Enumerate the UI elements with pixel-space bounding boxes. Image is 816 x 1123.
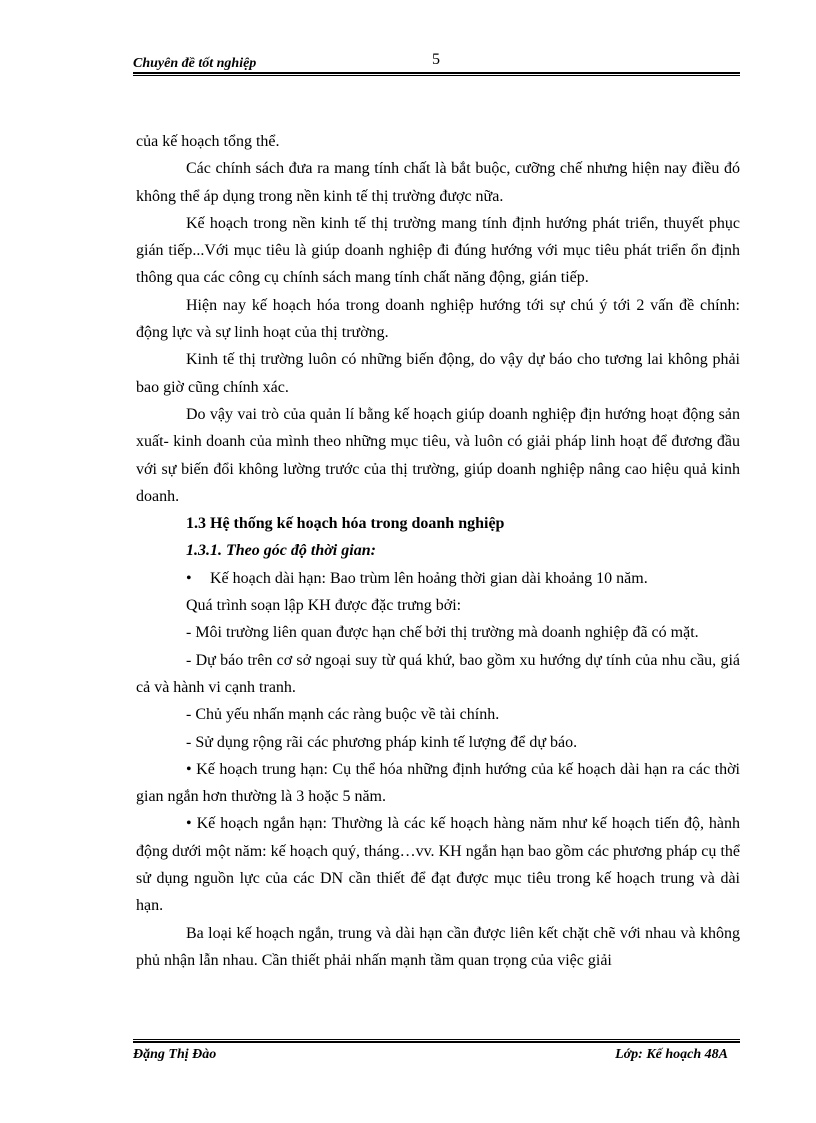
document-body	[136, 128, 740, 974]
bullet-text: Kế hoạch dài hạn: Bao trùm lên hoảng thời gian dài khoảng 10 năm.	[210, 569, 648, 587]
paragraph: Quá trình soạn lập KH được đặc trưng bởi:	[186, 597, 462, 615]
page-header	[133, 48, 740, 78]
bullet-icon: •	[186, 815, 192, 833]
bullet-icon: •	[186, 569, 192, 587]
bullet-item	[136, 565, 740, 592]
page-number: 5	[432, 51, 440, 68]
dash-item: - Dự báo trên cơ sở ngoại suy từ quá khứ, bao gồm xu hướng dự tính của nhu cầu, giá cả và hành vi cạnh tranh.	[136, 651, 740, 696]
paragraph: Kinh tế thị trường luôn có những biến động, do vậy dự báo cho tương lai không phải bao giờ cũng chính xác.	[136, 351, 740, 396]
footer-class: Lớp: Kế hoạch 48A	[615, 1047, 728, 1062]
page-footer	[133, 1039, 740, 1069]
paragraph: Hiện nay kế hoạch hóa trong doanh nghiệp hướng tới sự chú ý tới 2 vấn đề chính: động lực và sự linh hoạt của thị trường.	[136, 296, 740, 342]
footer-author: Đặng Thị Đào	[133, 1047, 217, 1062]
paragraph: Các chính sách đưa ra mang tính chất là bắt buộc, cưỡng chế nhưng hiện nay điều đó không thể áp dụng trong nền kinh tế thị trường được nữa.	[136, 160, 740, 205]
header-title: Chuyên đề tốt nghiệp	[133, 56, 257, 71]
bullet-item	[136, 756, 740, 811]
footer-divider	[133, 1039, 740, 1043]
bullet-text: Kế hoạch ngắn hạn: Thường là các kế hoạch hàng năm như kế hoạch tiến độ, hành động dưới một năm: kế hoạch quý, tháng…vv. KH ngắn hạn bao gồm các phương pháp cụ thể sử dụng nguồn lực của các DN cần thiết để đạt được mục tiêu trong kế hoạch trung và dài hạn.	[136, 815, 741, 915]
subsection-heading-text: 1.3.1. Theo góc độ thời gian	[186, 542, 371, 560]
bullet-item	[136, 810, 740, 919]
paragraph: Ba loại kế hoạch ngắn, trung và dài hạn cần được liên kết chặt chẽ với nhau và không phủ nhận lẫn nhau. Cần thiết phải nhấn mạnh tầm quan trọng của việc giải	[136, 924, 740, 969]
paragraph: Kế hoạch trong nền kinh tế thị trường mang tính định hướng phát triển, thuyết phục gián tiếp...Với mục tiêu là giúp doanh nghiệp đi đúng hướng với mục tiêu phát triển ổn định thông qua các công cụ chính sách mang tính chất năng động, gián tiếp.	[136, 214, 740, 287]
subsection-heading	[136, 537, 740, 564]
dash-item: - Sử dụng rộng rãi các phương pháp kinh tế lượng để dự báo.	[186, 733, 578, 751]
header-divider	[133, 72, 740, 76]
bullet-icon: •	[186, 760, 192, 778]
paragraph: Do vậy vai trò của quản lí bằng kế hoạch giúp doanh nghiệp địn hướng hoạt động sản xuất- kinh doanh của mình theo những mục tiêu, và luôn có giải pháp linh hoạt để đương đầu với sự biến đổi không lường trước của thị trường, giúp doanh nghiệp nâng cao hiệu quả kinh doanh.	[136, 405, 740, 505]
dash-item: - Môi trường liên quan được hạn chế bởi thị trường mà doanh nghiệp đã có mặt.	[186, 624, 699, 642]
subsection-heading-colon: :	[370, 542, 376, 560]
paragraph: của kế hoạch tổng thể.	[136, 133, 280, 150]
dash-item: - Chủ yếu nhấn mạnh các ràng buộc về tài chính.	[186, 706, 500, 724]
section-heading: 1.3 Hệ thống kế hoạch hóa trong doanh nghiệp	[186, 515, 505, 533]
bullet-text: Kế hoạch trung hạn: Cụ thể hóa những định hướng của kế hoạch dài hạn ra các thời gian ngắn hơn thường là 3 hoặc 5 năm.	[136, 760, 741, 806]
